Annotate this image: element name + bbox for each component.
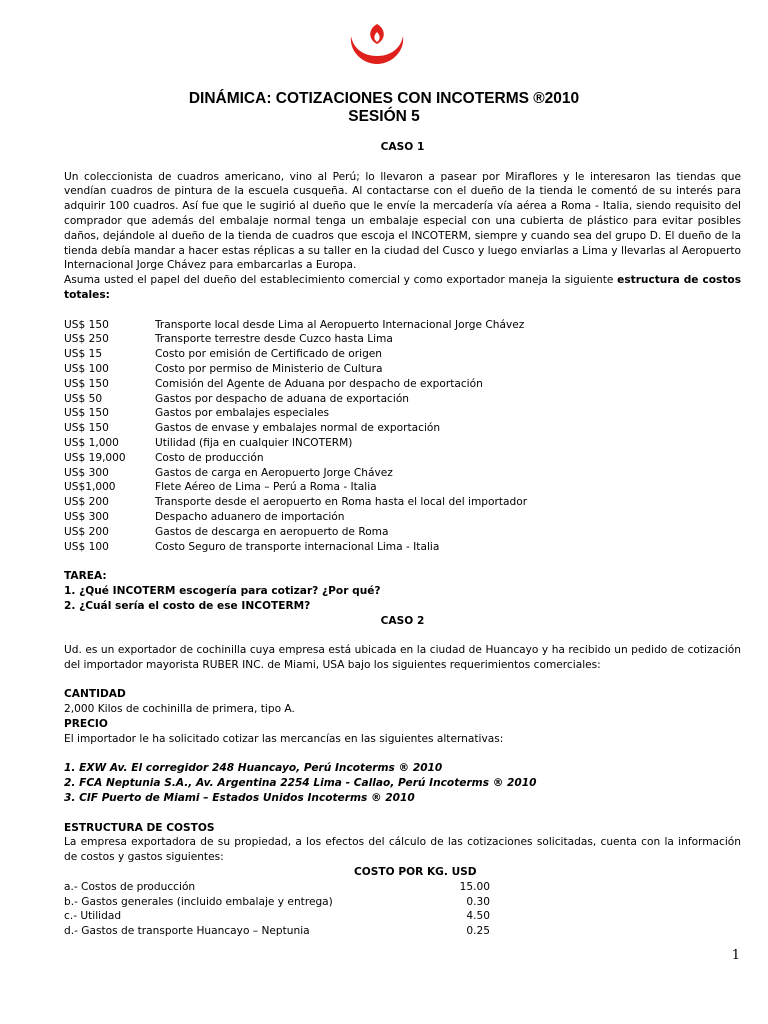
cost-list [64,318,741,555]
tarea-item: 1. ¿Qué INCOTERM escogería para cotizar? ¿Por qué? [64,584,381,597]
cost-row [64,451,741,466]
alternativa-item: 3. CIF Puerto de Miami – Estados Unidos Incoterms ® 2010 [64,792,415,805]
cost-row [64,466,741,481]
costo-kg-value: 15.00 [459,880,490,893]
university-logo-icon [345,22,409,66]
alternativa-item: 1. EXW Av. El corregidor 248 Huancayo, Perú Incoterms ® 2010 [64,762,443,775]
alternativa-item: 2. FCA Neptunia S.A., Av. Argentina 2254 Lima - Callao, Perú Incoterms ® 2010 [64,777,537,790]
cost-desc: Gastos por embalajes especiales [155,407,330,420]
costo-kg-label: a.- Costos de producción [64,880,196,893]
cost-row [64,332,741,347]
caso1-assume-bold: estructura de costos totales: [64,274,741,301]
cost-amount: US$1,000 [64,481,116,494]
costo-kg-label: b.- Gastos generales (incluido embalaje y entrega) [64,895,333,908]
caso1-heading: CASO 1 [380,141,425,153]
cost-row [64,406,741,421]
cost-row [64,480,741,495]
costo-kg-row [64,880,741,895]
cost-desc: Gastos de envase y embalajes normal de exportación [155,422,441,435]
costo-kg-row [64,895,741,910]
session-title: SESIÓN 5 [348,108,420,125]
tarea-item: 2. ¿Cuál sería el costo de ese INCOTERM? [64,599,311,612]
cost-desc: Transporte desde el aeropuerto en Roma hasta el local del importador [155,496,528,509]
cost-amount: US$ 50 [64,392,103,405]
cost-amount: US$ 300 [64,510,109,523]
costo-kg-header [64,865,741,880]
costo-kg-row [64,924,741,939]
cost-desc: Costo Seguro de transporte internacional Lima - Italia [155,540,440,553]
cost-row [64,510,741,525]
cost-desc: Flete Aéreo de Lima – Perú a Roma - Italia [155,481,377,494]
cost-desc: Transporte terrestre desde Cuzco hasta Lima [155,333,393,346]
cost-amount: US$ 1,000 [64,436,119,449]
costo-kg-label: d.- Gastos de transporte Huancayo – Neptunia [64,925,310,938]
caso1-assume-text: Asuma usted el papel del dueño del establecimiento comercial y como exportador maneja la siguiente [64,274,614,287]
cost-row [64,540,741,555]
costo-kg-header-label: COSTO POR KG. USD [354,866,477,879]
cost-amount: US$ 150 [64,377,109,390]
cost-amount: US$ 250 [64,333,109,346]
cost-desc: Comisión del Agente de Aduana por despacho de exportación [155,377,483,390]
cost-desc: Costo de producción [155,451,264,464]
cost-desc: Costo por permiso de Ministerio de Cultura [155,362,383,375]
tarea-heading: TAREA: [64,570,107,583]
caso2-heading: CASO 2 [380,614,425,627]
document-title: DINÁMICA: COTIZACIONES CON INCOTERMS ®2010 [188,90,580,107]
costo-kg-row [64,909,741,924]
precio-text: El importador le ha solicitado cotizar las mercancías en las siguientes alternativas: [64,732,504,745]
estructura-heading: ESTRUCTURA DE COSTOS [64,821,215,834]
cost-amount: US$ 15 [64,348,103,361]
cost-desc: Gastos de carga en Aeropuerto Jorge Chávez [155,466,393,479]
costo-kg-value: 0.25 [466,925,490,938]
cost-amount: US$ 100 [64,540,109,553]
cost-amount: US$ 100 [64,362,109,375]
caso1-assume [64,273,741,303]
cost-amount: US$ 150 [64,422,109,435]
cantidad-text: 2,000 Kilos de cochinilla de primera, tipo A. [64,703,295,716]
cost-row [64,377,741,392]
cost-amount: US$ 150 [64,318,109,331]
caso1-intro: Un coleccionista de cuadros americano, vino al Perú; lo llevaron a pasear por Miraflores y le interesaron las tiendas que vendían cuadros de pintura de la escuela cusqueña. Al contactarse con el dueño de la tienda le comentó de su interés para adquirir 100 cuadros. Así fue que le sugirió al dueño que le envíe la mercadería vía aérea a Roma - Italia, siendo requisito del comprador que además del embalaje normal tenga un embalaje especial con una cubierta de plástico para evitar posibles daños, dejándole al dueño de la tienda de cuadros que escoja el INCOTERM, siempre y cuando sea del grupo D. El dueño de la tienda debía mandar a hacer estas réplicas a su taller en la ciudad del Cusco y luego enviarlas a Lima y llevarlas al Aeropuerto Internacional Jorge Chávez para embarcarlas a Europa. [64,170,741,272]
cost-amount: US$ 200 [64,496,109,509]
costo-kg-label: c.- Utilidad [64,910,122,923]
cost-row [64,347,741,362]
cost-row [64,362,741,377]
cost-amount: US$ 200 [64,525,109,538]
cost-desc: Costo por emisión de Certificado de origen [155,348,383,361]
cost-row [64,392,741,407]
cost-desc: Gastos por despacho de aduana de exportación [155,392,410,405]
precio-heading: PRECIO [64,718,108,731]
cost-row [64,495,741,510]
caso2-intro: Ud. es un exportador de cochinilla cuya empresa está ubicada en la ciudad de Huancayo y ha recibido un pedido de cotización del importador mayorista RUBER INC. de Miami, USA bajo los siguientes requerimientos comerciales: [64,644,741,671]
cost-desc: Despacho aduanero de importación [155,510,345,523]
cantidad-heading: CANTIDAD [64,688,126,701]
cost-desc: Transporte local desde Lima al Aeropuerto Internacional Jorge Chávez [155,318,525,331]
cost-amount: US$ 300 [64,466,109,479]
cost-desc: Gastos de descarga en aeropuerto de Roma [155,525,389,538]
cost-amount: US$ 19,000 [64,451,126,464]
cost-desc: Utilidad (fija en cualquier INCOTERM) [155,436,353,449]
costo-kg-value: 4.50 [466,910,490,923]
cost-row [64,436,741,451]
costo-kg-value: 0.30 [466,895,490,908]
estructura-text: La empresa exportadora de su propiedad, a los efectos del cálculo de las cotizaciones solicitadas, cuenta con la información de costos y gastos siguientes: [64,836,741,864]
document-body [64,140,741,939]
cost-row [64,525,741,540]
page-number: 1 [731,948,740,963]
cost-row [64,318,741,333]
cost-row [64,421,741,436]
cost-amount: US$ 150 [64,407,109,420]
